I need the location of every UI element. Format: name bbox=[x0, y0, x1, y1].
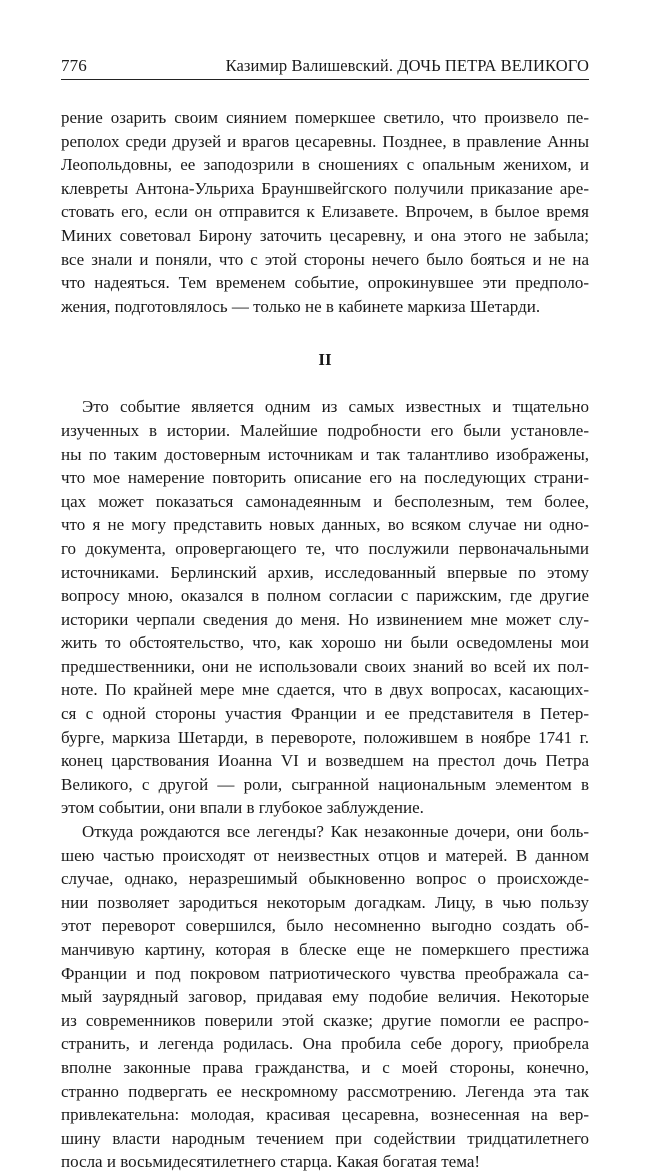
text-line: ся с одной стороны участия Франции и ее представителя в Петер- bbox=[61, 704, 589, 724]
text-line: что мое намерение повторить описание его на последующих страни- bbox=[61, 468, 589, 488]
text-line: стовать его, если он отправится к Елизавете. Впрочем, в былое время bbox=[61, 202, 589, 222]
text-line: случае, однако, неразрешимый обыкновенно вопрос о происхожде- bbox=[61, 869, 589, 889]
text-line: из современников поверили этой сказке; другие помогли ее распро- bbox=[61, 1010, 589, 1030]
text-line: Леопольдовны, ее заподозрили в сношениях с опальным женихом, и bbox=[61, 155, 589, 175]
text-line: Миних советовал Бирону заточить цесаревну, и она этого не забыла; bbox=[61, 225, 589, 245]
text-line: историки черпали сведения до меня. Но извинением мне может слу- bbox=[61, 609, 589, 629]
text-line: манчивую картину, которая в блеске еще не померкшего престижа bbox=[61, 940, 589, 959]
text-line: Франции и под покровом патриотического чувства преображала са- bbox=[61, 963, 589, 983]
paragraph-2 bbox=[61, 395, 589, 820]
text-line: мый заурядный заговор, придавая ему подобие величия. Некоторые bbox=[61, 987, 589, 1007]
text-line: Это событие является одним из самых известных и тщательно bbox=[82, 397, 589, 417]
text-line: этом событии, они впали в глубокое заблуждение. bbox=[61, 798, 424, 818]
text-line: все знали и поняли, что с этой стороны нечего было бояться и не на bbox=[61, 249, 589, 269]
text-line: рение озарить своим сиянием померкшее светило, что произвело пе- bbox=[61, 108, 589, 127]
text-line: источниками. Берлинский архив, исследованный впервые по этому bbox=[61, 562, 589, 582]
text-line: го документа, опровергающего те, что послужили первоначальными bbox=[61, 538, 589, 558]
running-head bbox=[61, 55, 589, 80]
text-line: вопросу мною, оказался в полном согласии с парижским, где другие bbox=[61, 586, 589, 606]
text-line: цах может показаться самонадеянным и бесполезным, тем более, bbox=[61, 491, 589, 511]
book-page bbox=[61, 55, 589, 1174]
text-line: странить, и легенда родилась. Она пробила себе дорогу, приобрела bbox=[61, 1034, 589, 1054]
text-line: клевреты Антона-Ульриха Брауншвейгского получили приказание аре- bbox=[61, 178, 589, 198]
text-line: жить то обстоятельство, что, как хорошо ни были осведомлены мои bbox=[61, 633, 589, 653]
paragraph-3 bbox=[61, 820, 589, 1174]
text-line: странно подвергать ее нескромному рассмотрению. Легенда эта так bbox=[61, 1081, 589, 1101]
text-line: что надеяться. Тем временем событие, опрокинувшее эти предполо- bbox=[61, 273, 589, 293]
text-line: конец царствования Иоанна VI и возведшем на престол дочь Петра bbox=[61, 751, 589, 771]
text-line: нии позволяет зародиться некоторым догадкам. Лицу, в чью пользу bbox=[61, 892, 589, 912]
body-text bbox=[61, 106, 589, 1174]
text-line: вполне законные права гражданства, и с моей стороны, конечно, bbox=[61, 1057, 589, 1077]
text-line: что я не могу представить новых данных, во всяком случае ни одно- bbox=[61, 515, 589, 535]
text-line: этот переворот совершился, было несомненно выгодно создать об- bbox=[61, 916, 589, 936]
section-heading: II bbox=[318, 350, 332, 370]
text-line: ноте. По крайней мере мне сдается, что в двух вопросах, касающих- bbox=[61, 680, 589, 700]
paragraph-1 bbox=[61, 106, 589, 318]
text-line: посла и восьмидесятилетнего старца. Какая богатая тема! bbox=[61, 1152, 481, 1172]
text-line: реполох среди друзей и врагов цесаревны. Позднее, в правление Анны bbox=[61, 131, 589, 151]
text-line: жения, подготовлялось — только не в кабинете маркиза Шетарди. bbox=[61, 296, 541, 316]
text-line: предшественники, они не использовали своих знаний во всей их пол- bbox=[61, 656, 589, 676]
text-line: шею частью происходят от неизвестных отцов и матерей. В данном bbox=[61, 845, 589, 865]
page-number: 776 bbox=[61, 56, 87, 75]
text-line: бурге, маркиза Шетарди, в перевороте, положившем в ноябре 1741 г. bbox=[61, 727, 589, 747]
text-line: привлекательна: молодая, красивая цесаревна, вознесенная на вер- bbox=[61, 1105, 589, 1125]
text-line: изученных в истории. Малейшие подробности его были установле- bbox=[61, 420, 589, 440]
text-line: шину власти народным течением при содействии тридцатилетнего bbox=[61, 1128, 589, 1148]
text-line: Великого, с другой — роли, сыгранной национальным элементом в bbox=[61, 774, 589, 794]
running-title: Казимир Валишевский. ДОЧЬ ПЕТРА ВЕЛИКОГО bbox=[225, 56, 589, 75]
text-line: Откуда рождаются все легенды? Как незаконные дочери, они боль- bbox=[82, 822, 589, 842]
text-line: ны по таким достоверным источникам и так талантливо изображены, bbox=[61, 444, 589, 464]
